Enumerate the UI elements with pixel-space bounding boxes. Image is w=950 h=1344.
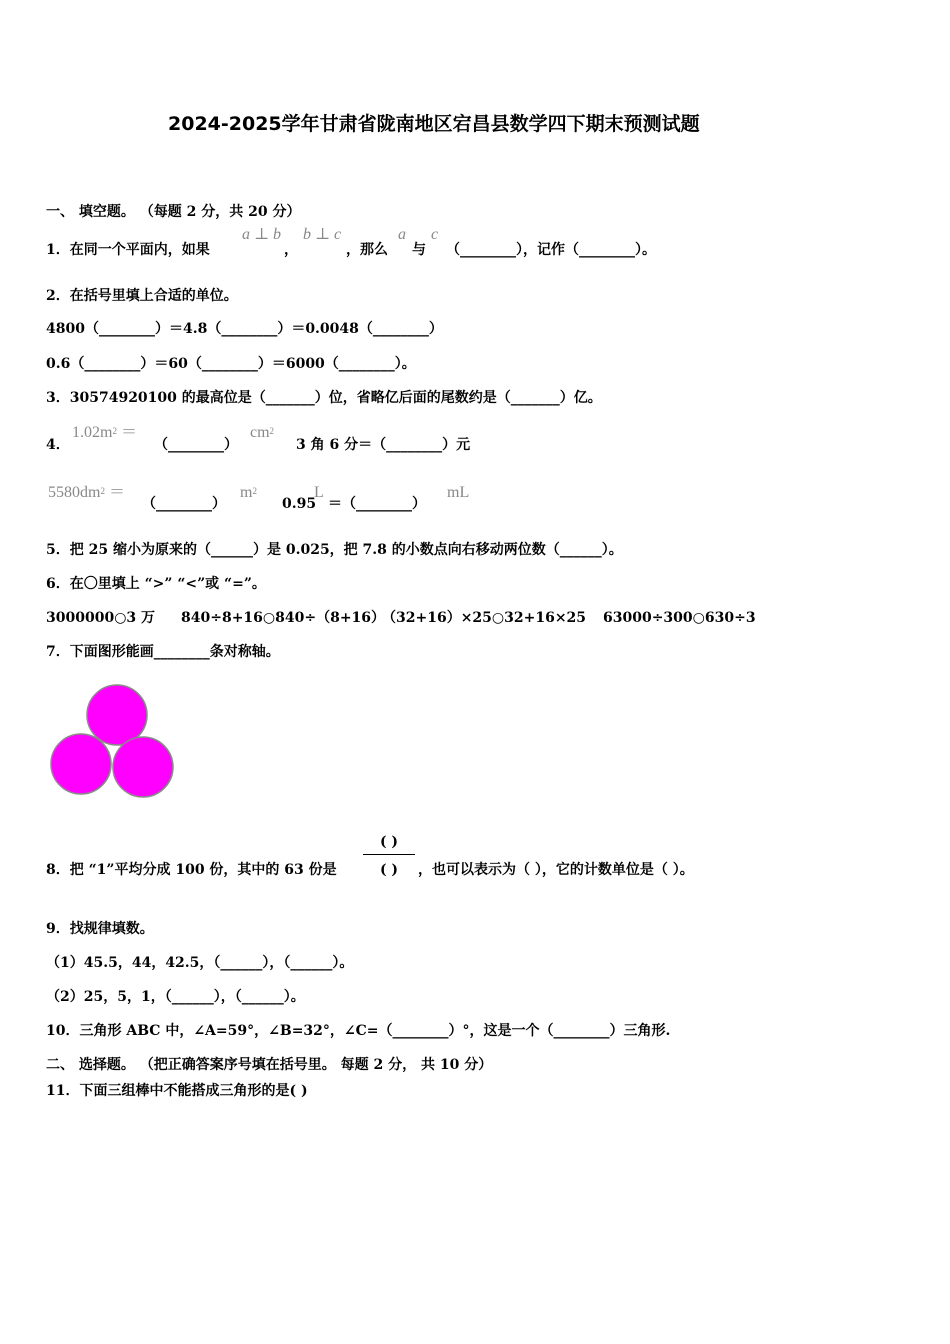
q4-blank-1: （________） <box>154 437 238 453</box>
q4-exp-1: 2 <box>112 426 117 436</box>
q2-label: 2．在括号里填上合适的单位。 <box>46 288 238 304</box>
q4-eq-1: ＝ <box>120 424 137 441</box>
q6-label: 6．在〇里填上 “>” “<”或 “=”。 <box>46 576 266 592</box>
q4-m2: 5580dm <box>48 484 101 501</box>
q4-m1: 1.02m <box>72 424 113 441</box>
q4-eq-blank-3: ＝（________） <box>328 496 426 512</box>
circle-left <box>51 734 111 794</box>
q4-unit-cm2 <box>250 424 274 442</box>
q1-yu: 与 <box>412 242 426 258</box>
q6-item-4: 63000÷300○630÷3 <box>603 610 756 626</box>
q9-label: 9．找规律填数。 <box>46 921 154 937</box>
q4-number: 4． <box>46 437 70 453</box>
q2-line-2: 0.6（________）＝60（________）＝6000（________）。 <box>46 356 416 372</box>
q5: 5．把 25 缩小为原来的（______）是 0.025，把 7.8 的小数点向右移动两位数（______）。 <box>46 542 623 558</box>
q10: 10．三角形 ABC 中，∠A=59°，∠B=32°，∠C=（________）°，这是一个（________）三角形. <box>46 1023 671 1039</box>
q4-exp-4: 2 <box>252 486 257 496</box>
q4-unit2: m <box>240 484 253 501</box>
q4-eq-2: ＝ <box>108 484 125 501</box>
section-1-heading: 一、 填空题。 （每题 2 分，共 20 分） <box>46 204 301 220</box>
q6-item-1: 3000000○3 万 <box>46 610 156 626</box>
q9-line-2: （2）25，5，1，（______），（______）。 <box>46 989 305 1005</box>
q11: 11．下面三组棒中不能搭成三角形的是( ) <box>46 1083 308 1099</box>
circle-top <box>87 685 147 745</box>
q4-value-0-95: 0.95 <box>282 496 317 512</box>
q4-exp-2: 2 <box>269 426 275 436</box>
q8-fraction-bar <box>363 854 415 855</box>
page-title: 2024-2025学年甘肃省陇南地区宕昌县数学四下期末预测试题 <box>168 113 700 135</box>
q6-item-2: 840÷8+16○840÷（8+16） <box>181 610 386 626</box>
q1-math-a: a <box>398 226 406 243</box>
q1-middle: ，那么 <box>346 242 388 258</box>
q3: 3．30574920100 的最高位是（_______）位，省略亿后面的尾数约是（_______）亿。 <box>46 390 602 406</box>
q7: 7．下面图形能画________条对称轴。 <box>46 644 280 660</box>
q1-prefix: 1．在同一个平面内，如果 <box>46 242 210 258</box>
q4-unit-L: L <box>314 484 324 501</box>
q4-part-2: 3 角 6 分＝（________）元 <box>296 437 471 453</box>
q8-denominator: ( ) <box>379 862 399 878</box>
q8-numerator: ( ) <box>379 834 399 850</box>
q4-math-1-02 <box>72 424 137 442</box>
q6-item-3: （32+16）×25○32+16×25 <box>382 610 587 626</box>
q4-unit-m2 <box>240 484 257 502</box>
q8-suffix: ，也可以表示为（ ），它的计数单位是（ ）。 <box>418 862 694 878</box>
circle-right <box>113 737 173 797</box>
q1-sep: ， <box>284 242 298 258</box>
q1-suffix: （________），记作（________）。 <box>446 242 656 258</box>
section-2-heading: 二、 选择题。 （把正确答案序号填在括号里。 每题 2 分， 共 10 分） <box>46 1057 493 1073</box>
q8-fraction <box>363 834 415 880</box>
q2-line-1: 4800（________）＝4.8（________）＝0.0048（________） <box>46 321 443 337</box>
q8-prefix: 8．把 “1”平均分成 100 份，其中的 63 份是 <box>46 862 337 878</box>
q4-exp-3: 2 <box>100 486 105 496</box>
q4-math-5580 <box>48 484 125 502</box>
q4-unit-mL: mL <box>447 484 470 501</box>
q4-blank-2: （________） <box>142 496 226 512</box>
q9-line-1: （1）45.5，44，42.5，（______），（______）。 <box>46 955 354 971</box>
q1-math-b-perp-c: b ⊥ c <box>303 226 342 243</box>
q1-math-c: c <box>431 226 439 243</box>
q1-math-a-perp-b: a ⊥ b <box>242 226 282 243</box>
three-circles-figure <box>44 678 184 803</box>
q4-unit1: cm <box>250 424 270 441</box>
